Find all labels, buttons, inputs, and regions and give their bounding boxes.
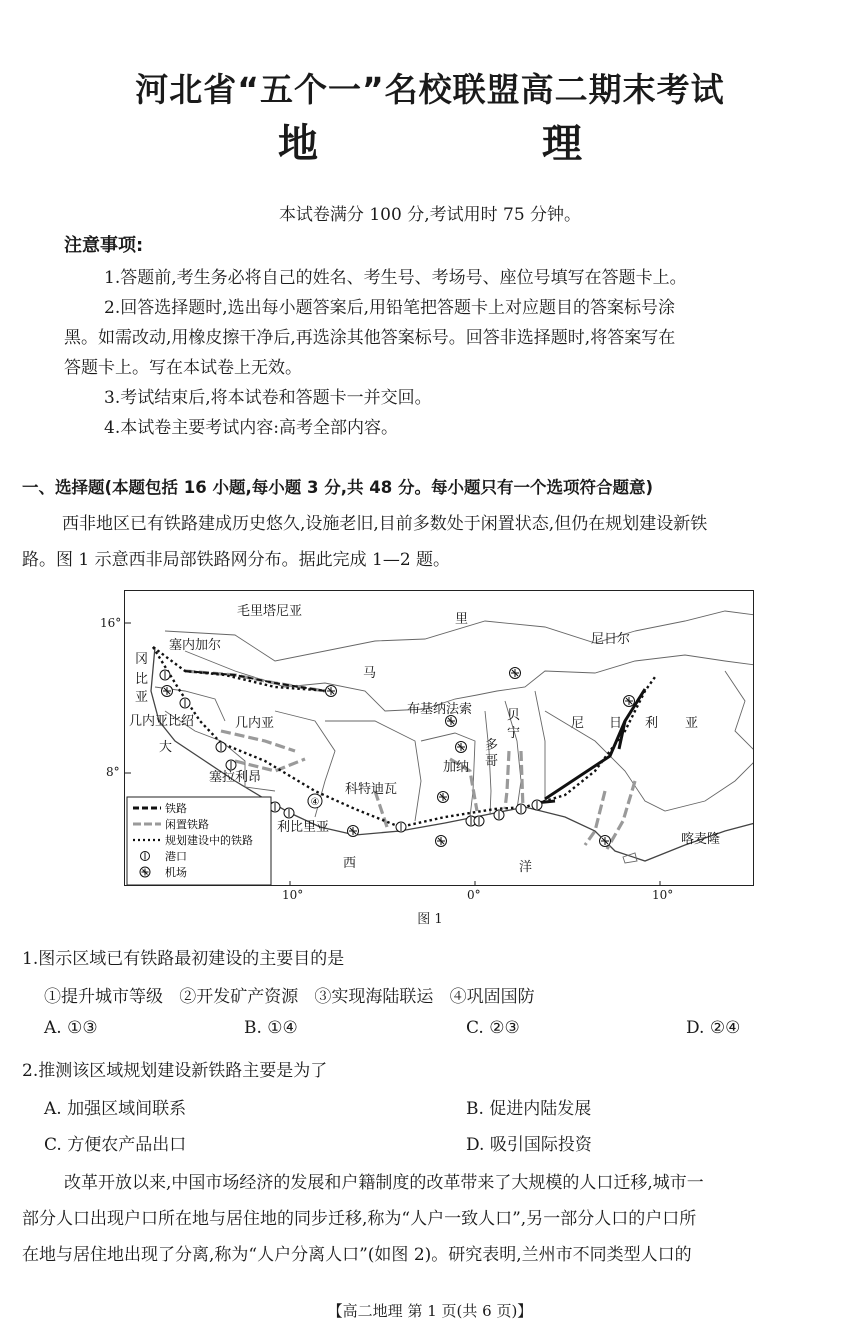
label-mauritania: 毛里塔尼亚 xyxy=(237,604,303,619)
q2-stem: 2.推测该区域规划建设新铁路主要是为了 xyxy=(22,1061,328,1081)
marker-4 xyxy=(308,794,322,808)
legend-port: 港口 xyxy=(165,850,187,863)
passage-2-line-2: 部分人口出现户口所在地与居住地的同步迁移,称为“人户一致人口”,另一部分人口的户口所 xyxy=(22,1209,697,1229)
map-legend xyxy=(127,797,271,885)
label-mali-ma: 马 xyxy=(363,666,377,681)
svg-text:④: ④ xyxy=(310,797,320,808)
passage-1-line-2: 路。图 1 示意西非局部铁路网分布。据此完成 1—2 题。 xyxy=(22,550,451,570)
q1-stem: 1.图示区域已有铁路最初建设的主要目的是 xyxy=(22,949,345,969)
label-nigeria-2: 日 xyxy=(609,716,623,731)
label-ocean-yang: 洋 xyxy=(519,860,533,875)
legend-railway: 铁路 xyxy=(165,802,187,815)
label-cote-divoire: 科特迪瓦 xyxy=(345,782,398,797)
label-niger: 尼日尔 xyxy=(591,632,631,647)
label-benin-1: 贝 xyxy=(507,708,521,723)
label-nigeria-3: 利 xyxy=(645,716,659,731)
lat-label-16: 16° xyxy=(100,616,122,630)
lon-label-0: 0° xyxy=(467,888,481,902)
q1-items: ①提升城市等级 ②开发矿产资源 ③实现海陆联运 ④巩固国防 xyxy=(44,987,535,1007)
label-atlantic-da: 大 xyxy=(159,740,173,755)
label-benin-2: 宁 xyxy=(507,726,521,741)
label-guinea: 几内亚 xyxy=(235,716,275,731)
q1-option-a[interactable]: A. ①③ xyxy=(44,1018,98,1038)
legend-idle: 闲置铁路 xyxy=(165,818,209,831)
label-gambia-3: 亚 xyxy=(135,690,149,705)
notice-line-1: 1.答题前,考生务必将自己的姓名、考生号、考场号、座位号填写在答题卡上。 xyxy=(104,268,687,288)
notice-line-4: 答题卡上。写在本试卷上无效。 xyxy=(64,358,302,378)
q2-option-d[interactable]: D. 吸引国际投资 xyxy=(466,1135,592,1155)
legend-planned: 规划建设中的铁路 xyxy=(165,834,253,847)
legend-airport: 机场 xyxy=(165,866,187,879)
label-senegal: 塞内加尔 xyxy=(169,638,222,653)
q1-option-c[interactable]: C. ②③ xyxy=(466,1018,520,1038)
map-figure-1 xyxy=(124,590,754,886)
label-cameroon: 喀麦隆 xyxy=(681,832,721,847)
page-footer: 【高二地理 第 1 页(共 6 页)】 xyxy=(327,1302,533,1320)
q2-option-b[interactable]: B. 促进内陆发展 xyxy=(466,1099,592,1119)
lon-label-10e: 10° xyxy=(652,888,674,902)
q1-option-d[interactable]: D. ②④ xyxy=(686,1018,741,1038)
label-nigeria-1: 尼 xyxy=(571,716,585,731)
exam-intro: 本试卷满分 100 分,考试用时 75 分钟。 xyxy=(278,205,582,225)
label-togo-2: 哥 xyxy=(485,754,499,769)
passage-2-line-3: 在地与居住地出现了分离,称为“人户分离人口”(如图 2)。研究表明,兰州市不同类型人口的 xyxy=(22,1245,692,1265)
q2-option-c[interactable]: C. 方便农产品出口 xyxy=(44,1135,187,1155)
notice-line-5: 3.考试结束后,将本试卷和答题卡一并交回。 xyxy=(104,388,432,408)
subject-title: 地 理 xyxy=(278,121,652,167)
lon-label-10w: 10° xyxy=(282,888,304,902)
label-gambia-1: 冈 xyxy=(135,652,149,667)
passage-2-line-1: 改革开放以来,中国市场经济的发展和户籍制度的改革带来了大规模的人口迁移,城市一 xyxy=(64,1173,704,1193)
lat-label-8: 8° xyxy=(106,765,120,779)
q1-option-b[interactable]: B. ①④ xyxy=(244,1018,298,1038)
notice-heading: 注意事项: xyxy=(64,235,144,256)
label-burkina-faso: 布基纳法索 xyxy=(407,702,473,717)
figure-1-caption: 图 1 xyxy=(417,912,443,927)
label-liberia: 利比里亚 xyxy=(277,820,330,835)
label-nigeria-4: 亚 xyxy=(685,716,699,731)
label-ocean-xi: 西 xyxy=(343,856,357,871)
label-togo-1: 多 xyxy=(485,738,499,753)
passage-1-line-1: 西非地区已有铁路建成历史悠久,设施老旧,目前多数处于闲置状态,但仍在规划建设新铁 xyxy=(62,514,708,534)
label-guinea-bissau: 几内亚比绍 xyxy=(129,714,195,729)
label-sierra-leone: 塞拉利昂 xyxy=(209,770,262,785)
notice-line-6: 4.本试卷主要考试内容:高考全部内容。 xyxy=(104,418,398,438)
label-mali-li: 里 xyxy=(455,612,469,627)
notice-line-3: 黑。如需改动,用橡皮擦干净后,再选涂其他答案标号。回答非选择题时,将答案写在 xyxy=(64,328,676,348)
label-ghana: 加纳 xyxy=(443,760,470,775)
label-gambia-2: 比 xyxy=(135,672,149,687)
exam-title: 河北省“五个一”名校联盟高二期末考试 xyxy=(135,70,725,109)
west-africa-railway-map xyxy=(125,591,754,886)
section-1-heading: 一、选择题(本题包括 16 小题,每小题 3 分,共 48 分。每小题只有一个选项符合题意) xyxy=(22,478,653,497)
q2-option-a[interactable]: A. 加强区域间联系 xyxy=(44,1099,187,1119)
notice-line-2: 2.回答选择题时,选出每小题答案后,用铅笔把答题卡上对应题目的答案标号涂 xyxy=(104,298,676,318)
